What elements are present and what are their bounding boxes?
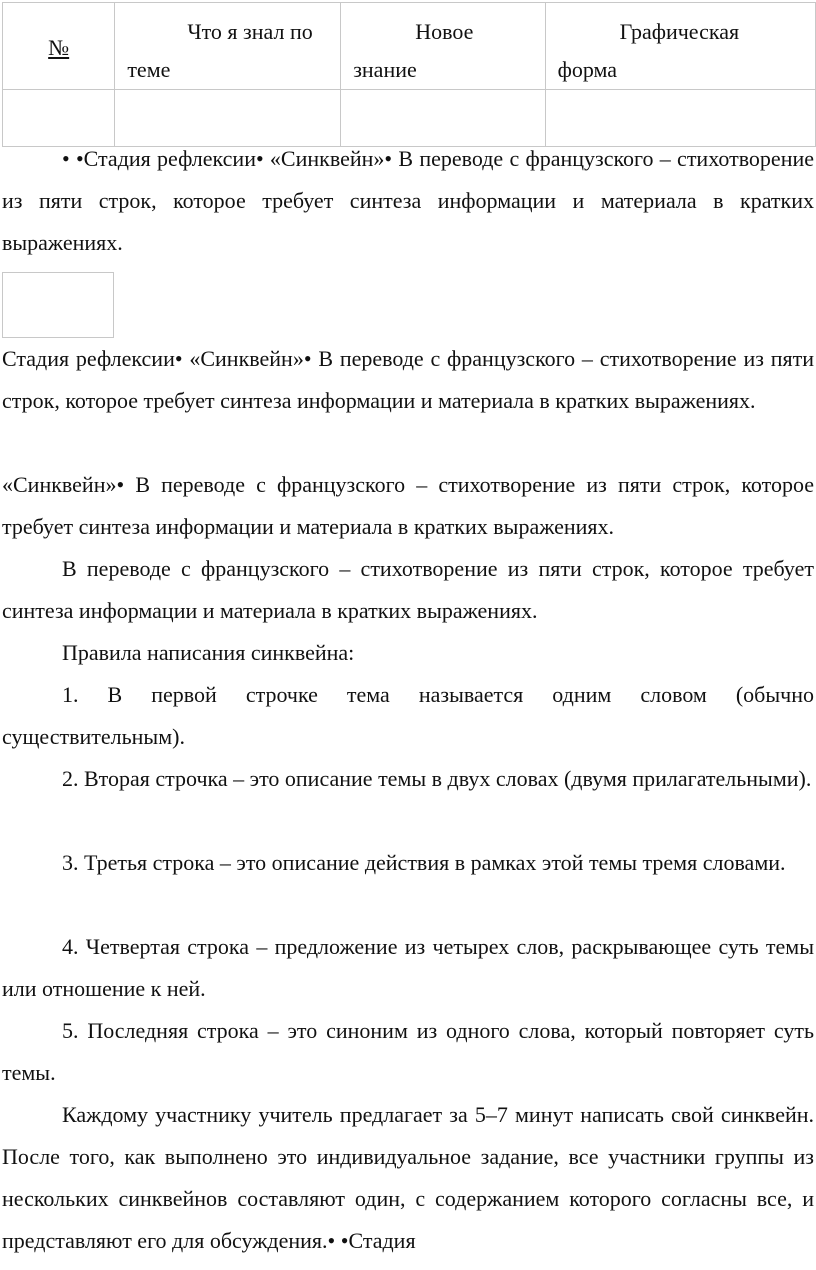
rule-item-2: 2. Вторая строчка – это описание темы в двух словах (двумя прилагательными). xyxy=(62,766,812,791)
paragraph-reflection-2 xyxy=(2,338,814,422)
rule-item-4: 4. Четвертая строка – предложение из четырех слов, раскрывающее суть темы или отношение к ней. xyxy=(2,934,814,1001)
paragraph-final: Каждому участнику учитель предлагает за 5–7 минут написать свой синквейн. После того, как выполнено это индивидуальное задание, все участники группы из нескольких синквейнов составляют один, с содержанием которого согласны все, и представляют его для обсуждения.• •Стадия xyxy=(2,1102,814,1253)
paragraph-text: В переводе с французского – стихотворение из пяти строк, которое требует синтеза информации и материала в кратких выражениях. xyxy=(2,346,815,413)
paragraph-lead: «Синквейн»• xyxy=(2,472,136,497)
header-cell-graphic: Графическая форма xyxy=(545,3,815,90)
paragraph-lead: • •Стадия рефлексии• «Синквейн»• xyxy=(62,146,399,171)
paragraph-text: В переводе с французского – стихотворение из пяти строк, которое требует синтеза информации и материала в кратких выражениях. xyxy=(2,472,814,539)
header-cell-new: Новое знание xyxy=(341,3,545,90)
paragraph-reflection-1 xyxy=(2,138,814,264)
rules-title: Правила написания синквейна: xyxy=(62,640,355,665)
empty-box xyxy=(2,272,114,338)
paragraph-lead: Стадия рефлексии• «Синквейн»• xyxy=(2,346,319,371)
paragraph-translation: В переводе с французского – стихотворение из пяти строк, которое требует синтеза информации и материала в кратких выражениях. xyxy=(2,556,814,623)
paragraph-text: В переводе с французского – стихотворение из пяти строк, которое требует синтеза информации и материала в кратких выражениях. xyxy=(2,146,815,255)
paragraph-synquain-def xyxy=(2,464,814,548)
rule-item-5: 5. Последняя строка – это синоним из одного слова, который повторяет суть темы. xyxy=(2,1018,814,1085)
kwl-table xyxy=(2,2,816,147)
rule-item-1: 1. В первой строчке тема называется одним словом (обычно существительным). xyxy=(2,682,814,749)
header-cell-number: № xyxy=(3,3,115,90)
table-header-row xyxy=(3,3,816,90)
rule-item-3: 3. Третья строка – это описание действия в рамках этой темы тремя словами. xyxy=(62,850,786,875)
header-cell-known: Что я знал по теме xyxy=(115,3,341,90)
